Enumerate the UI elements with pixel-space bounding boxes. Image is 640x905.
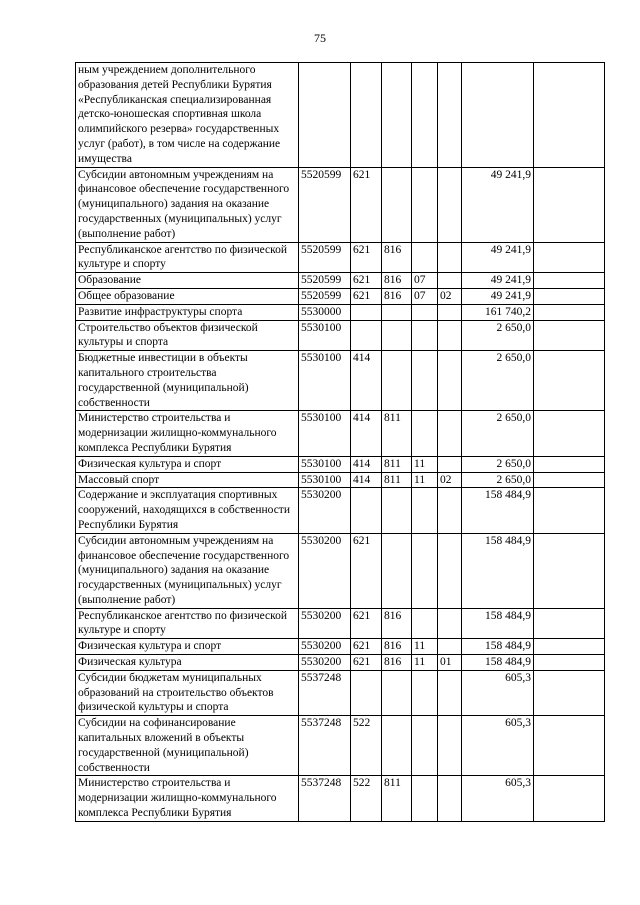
extra-cell	[534, 776, 605, 821]
administrator-cell	[382, 320, 412, 351]
extra-cell	[534, 639, 605, 655]
row-name-cell: Субсидии на софинансирование капитальных вложений в объекты государственной (муниципальной) собственности	[76, 716, 299, 776]
expense-type-cell	[351, 670, 382, 715]
target-article-cell: 5537248	[299, 670, 351, 715]
row-name-cell: Республиканское агентство по физической культуре и спорту	[76, 242, 299, 273]
row-name-cell: Субсидии автономным учреждениям на финансовое обеспечение государственного (муниципального) задания на оказание государственных (муниципальных) услуг (выполнение работ)	[76, 533, 299, 608]
row-name-cell: Министерство строительства и модернизации жилищно-коммунального комплекса Республики Бурятия	[76, 411, 299, 456]
amount-cell: 605,3	[462, 716, 534, 776]
amount-cell: 605,3	[462, 670, 534, 715]
target-article-cell: 5530100	[299, 320, 351, 351]
expense-type-cell: 621	[351, 533, 382, 608]
target-article-cell: 5530100	[299, 456, 351, 472]
subsection-cell: 02	[438, 288, 462, 304]
administrator-cell: 816	[382, 655, 412, 671]
extra-cell	[534, 288, 605, 304]
administrator-cell	[382, 304, 412, 320]
extra-cell	[534, 351, 605, 411]
subsection-cell	[438, 488, 462, 533]
table-row	[76, 716, 605, 776]
amount-cell: 2 650,0	[462, 456, 534, 472]
amount-cell: 49 241,9	[462, 167, 534, 242]
subsection-cell	[438, 63, 462, 168]
amount-cell: 49 241,9	[462, 273, 534, 289]
budget-table	[75, 62, 605, 822]
table-row	[76, 472, 605, 488]
target-article-cell: 5530200	[299, 639, 351, 655]
amount-cell: 2 650,0	[462, 351, 534, 411]
section-cell: 11	[412, 472, 438, 488]
amount-cell: 158 484,9	[462, 608, 534, 639]
extra-cell	[534, 456, 605, 472]
table-body	[76, 63, 605, 822]
target-article-cell: 5520599	[299, 242, 351, 273]
administrator-cell: 816	[382, 288, 412, 304]
row-name-cell: Субсидии автономным учреждениям на финансовое обеспечение государственного (муниципального) задания на оказание государственных (муниципальных) услуг (выполнение работ)	[76, 167, 299, 242]
row-name-cell: Субсидии бюджетам муниципальных образований на строительство объектов физической культуры и спорта	[76, 670, 299, 715]
subsection-cell	[438, 456, 462, 472]
table-row	[76, 411, 605, 456]
extra-cell	[534, 304, 605, 320]
target-article-cell: 5520599	[299, 288, 351, 304]
target-article-cell: 5530200	[299, 655, 351, 671]
expense-type-cell: 621	[351, 608, 382, 639]
administrator-cell	[382, 533, 412, 608]
target-article-cell: 5520599	[299, 273, 351, 289]
section-cell: 11	[412, 639, 438, 655]
administrator-cell: 816	[382, 242, 412, 273]
subsection-cell	[438, 716, 462, 776]
administrator-cell	[382, 167, 412, 242]
extra-cell	[534, 488, 605, 533]
amount-cell: 2 650,0	[462, 472, 534, 488]
target-article-cell: 5537248	[299, 716, 351, 776]
expense-type-cell: 621	[351, 655, 382, 671]
amount-cell: 49 241,9	[462, 288, 534, 304]
target-article-cell: 5530100	[299, 411, 351, 456]
amount-cell: 158 484,9	[462, 639, 534, 655]
subsection-cell	[438, 533, 462, 608]
amount-cell: 158 484,9	[462, 488, 534, 533]
page-number: 75	[314, 31, 326, 45]
subsection-cell	[438, 273, 462, 289]
expense-type-cell	[351, 320, 382, 351]
amount-cell: 158 484,9	[462, 655, 534, 671]
target-article-cell: 5537248	[299, 776, 351, 821]
row-name-cell: Образование	[76, 273, 299, 289]
row-name-cell: Строительство объектов физической культуры и спорта	[76, 320, 299, 351]
extra-cell	[534, 411, 605, 456]
table-row	[76, 63, 605, 168]
table-row	[76, 608, 605, 639]
expense-type-cell: 621	[351, 288, 382, 304]
row-name-cell: Республиканское агентство по физической культуре и спорту	[76, 608, 299, 639]
subsection-cell	[438, 351, 462, 411]
administrator-cell	[382, 63, 412, 168]
administrator-cell	[382, 670, 412, 715]
subsection-cell: 01	[438, 655, 462, 671]
row-name-cell: Массовый спорт	[76, 472, 299, 488]
subsection-cell	[438, 167, 462, 242]
subsection-cell: 02	[438, 472, 462, 488]
administrator-cell: 811	[382, 472, 412, 488]
target-article-cell	[299, 63, 351, 168]
extra-cell	[534, 670, 605, 715]
table-row	[76, 655, 605, 671]
subsection-cell	[438, 320, 462, 351]
amount-cell: 2 650,0	[462, 411, 534, 456]
section-cell	[412, 304, 438, 320]
amount-cell: 158 484,9	[462, 533, 534, 608]
extra-cell	[534, 716, 605, 776]
administrator-cell	[382, 488, 412, 533]
section-cell	[412, 716, 438, 776]
extra-cell	[534, 533, 605, 608]
extra-cell	[534, 655, 605, 671]
row-name-cell: Физическая культура и спорт	[76, 639, 299, 655]
administrator-cell	[382, 351, 412, 411]
expense-type-cell	[351, 63, 382, 168]
expense-type-cell: 414	[351, 351, 382, 411]
expense-type-cell: 621	[351, 273, 382, 289]
target-article-cell: 5520599	[299, 167, 351, 242]
subsection-cell	[438, 304, 462, 320]
row-name-cell: Физическая культура и спорт	[76, 456, 299, 472]
row-name-cell: Бюджетные инвестиции в объекты капитального строительства государственной (муниципальной) собственности	[76, 351, 299, 411]
table-row	[76, 242, 605, 273]
section-cell: 07	[412, 273, 438, 289]
administrator-cell: 816	[382, 608, 412, 639]
extra-cell	[534, 472, 605, 488]
section-cell: 07	[412, 288, 438, 304]
table-row	[76, 776, 605, 821]
subsection-cell	[438, 411, 462, 456]
subsection-cell	[438, 242, 462, 273]
amount-cell: 605,3	[462, 776, 534, 821]
administrator-cell: 811	[382, 411, 412, 456]
table-row	[76, 670, 605, 715]
section-cell	[412, 776, 438, 821]
table-row	[76, 639, 605, 655]
expense-type-cell: 621	[351, 167, 382, 242]
section-cell: 11	[412, 456, 438, 472]
subsection-cell	[438, 776, 462, 821]
expense-type-cell	[351, 304, 382, 320]
extra-cell	[534, 167, 605, 242]
row-name-cell: Развитие инфраструктуры спорта	[76, 304, 299, 320]
administrator-cell: 816	[382, 273, 412, 289]
row-name-cell: Физическая культура	[76, 655, 299, 671]
expense-type-cell: 414	[351, 456, 382, 472]
extra-cell	[534, 320, 605, 351]
subsection-cell	[438, 639, 462, 655]
target-article-cell: 5530000	[299, 304, 351, 320]
section-cell	[412, 167, 438, 242]
extra-cell	[534, 273, 605, 289]
section-cell	[412, 488, 438, 533]
extra-cell	[534, 608, 605, 639]
expense-type-cell: 621	[351, 639, 382, 655]
expense-type-cell: 522	[351, 716, 382, 776]
table-row	[76, 533, 605, 608]
subsection-cell	[438, 670, 462, 715]
table-row	[76, 351, 605, 411]
subsection-cell	[438, 608, 462, 639]
row-name-cell: ным учреждением дополнительного образования детей Республики Бурятия «Республиканская специализированная детско-юношеская спортивная школа олимпийского резерва» государственных услуг (работ), в том числе на содержание имущества	[76, 63, 299, 168]
target-article-cell: 5530200	[299, 608, 351, 639]
table-row	[76, 304, 605, 320]
expense-type-cell: 621	[351, 242, 382, 273]
expense-type-cell: 414	[351, 411, 382, 456]
section-cell	[412, 242, 438, 273]
amount-cell: 49 241,9	[462, 242, 534, 273]
section-cell	[412, 351, 438, 411]
target-article-cell: 5530100	[299, 472, 351, 488]
row-name-cell: Общее образование	[76, 288, 299, 304]
table-row	[76, 288, 605, 304]
section-cell	[412, 608, 438, 639]
amount-cell: 2 650,0	[462, 320, 534, 351]
section-cell: 11	[412, 655, 438, 671]
table-row	[76, 167, 605, 242]
amount-cell	[462, 63, 534, 168]
target-article-cell: 5530200	[299, 488, 351, 533]
table-row	[76, 488, 605, 533]
expense-type-cell	[351, 488, 382, 533]
row-name-cell: Министерство строительства и модернизации жилищно-коммунального комплекса Республики Бурятия	[76, 776, 299, 821]
target-article-cell: 5530100	[299, 351, 351, 411]
administrator-cell	[382, 716, 412, 776]
table-row	[76, 320, 605, 351]
extra-cell	[534, 63, 605, 168]
section-cell	[412, 533, 438, 608]
row-name-cell: Содержание и эксплуатация спортивных сооружений, находящихся в собственности Республики Бурятия	[76, 488, 299, 533]
extra-cell	[534, 242, 605, 273]
table-row	[76, 273, 605, 289]
amount-cell: 161 740,2	[462, 304, 534, 320]
section-cell	[412, 411, 438, 456]
section-cell	[412, 320, 438, 351]
expense-type-cell: 414	[351, 472, 382, 488]
target-article-cell: 5530200	[299, 533, 351, 608]
section-cell	[412, 63, 438, 168]
expense-type-cell: 522	[351, 776, 382, 821]
administrator-cell: 811	[382, 776, 412, 821]
administrator-cell: 816	[382, 639, 412, 655]
administrator-cell: 811	[382, 456, 412, 472]
table-row	[76, 456, 605, 472]
section-cell	[412, 670, 438, 715]
